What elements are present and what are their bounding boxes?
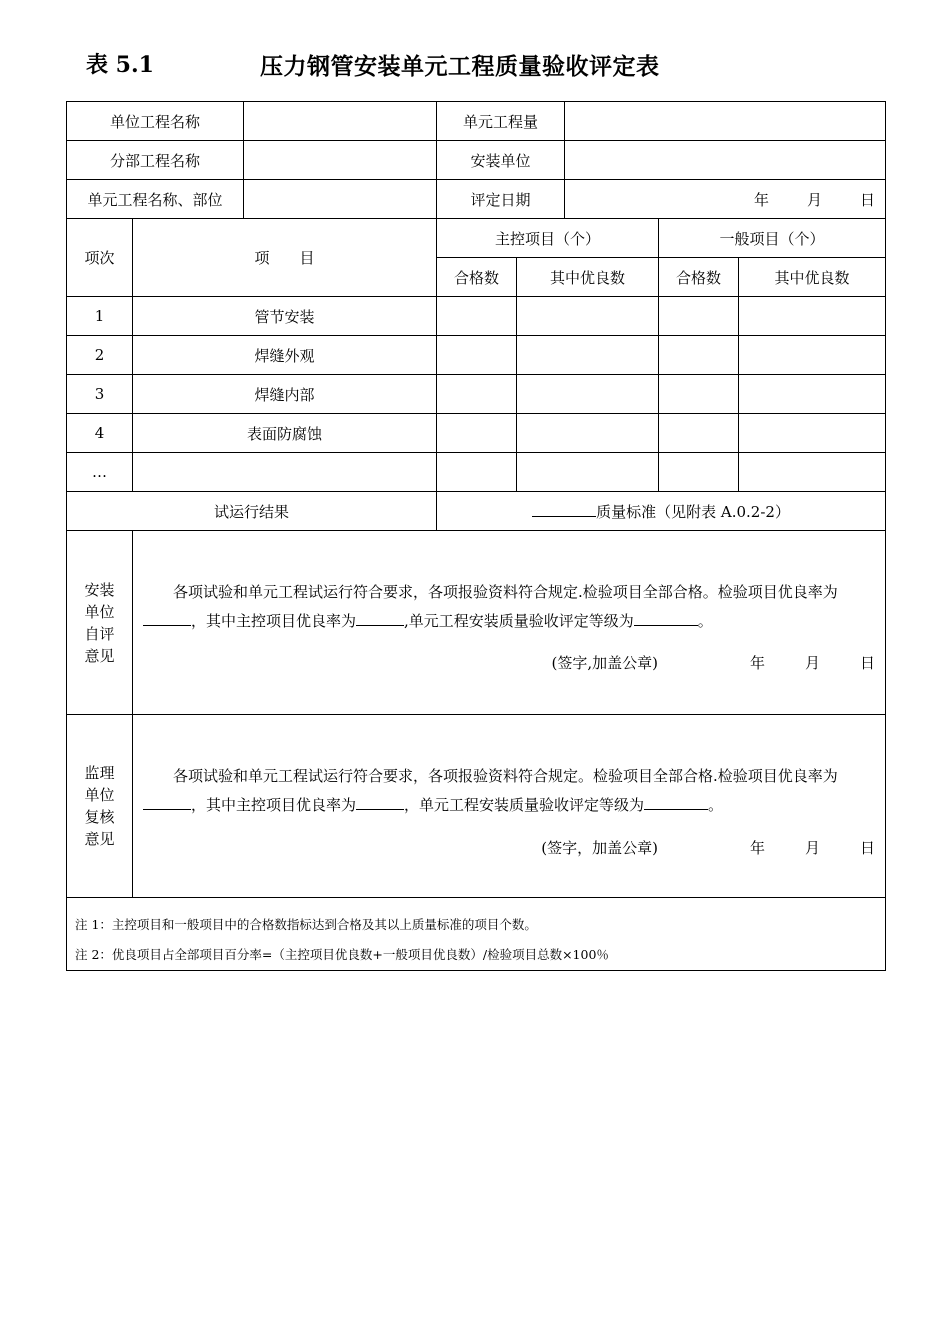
- supervision-text-2: ，其中主控项目优良率为: [191, 796, 357, 814]
- install-signature-line: [552, 649, 876, 678]
- supervision-text-4: 。: [708, 796, 724, 814]
- install-unit-label: 安装单位: [437, 141, 565, 180]
- general-excellent-cell[interactable]: [739, 453, 886, 492]
- evaluation-form: [66, 101, 886, 971]
- supervision-signature-line: [541, 834, 875, 863]
- install-opinion-text: [143, 578, 875, 636]
- date-month: 月: [807, 190, 823, 209]
- main-qualified-header: 合格数: [437, 258, 517, 297]
- unit-quantity-label: 单元工程量: [437, 102, 565, 141]
- row-index: …: [67, 453, 133, 492]
- notes-section: [67, 898, 886, 971]
- supervision-grade-blank[interactable]: [644, 809, 708, 810]
- row-item: 表面防腐蚀: [133, 414, 437, 453]
- unit-name-part-field[interactable]: [244, 180, 437, 219]
- install-sign-label: (签字,加盖公章): [551, 654, 658, 672]
- row-index: 4: [67, 414, 133, 453]
- main-excellent-cell[interactable]: [517, 414, 659, 453]
- trial-run-label: 试运行结果: [67, 492, 437, 531]
- sub-project-name-field[interactable]: [244, 141, 437, 180]
- install-text-2: ，其中主控项目优良率为: [191, 612, 357, 630]
- note-2: 注 2：优良项目占全部项目百分率=（主控项目优良数+一般项目优良数）/检验项目总数×100％: [75, 947, 609, 962]
- install-sign-month: 月: [805, 654, 821, 672]
- general-excellent-cell[interactable]: [739, 336, 886, 375]
- install-sign-day: 日: [860, 654, 876, 672]
- supervision-main-rate-blank[interactable]: [356, 809, 404, 810]
- supervision-opinion-label-text: 监理单位复核意见: [84, 764, 115, 848]
- install-text-4: 。: [697, 612, 713, 630]
- general-excellent-cell[interactable]: [739, 297, 886, 336]
- eval-date-label: 评定日期: [437, 180, 565, 219]
- table-row: [67, 297, 886, 336]
- trial-run-result[interactable]: [437, 492, 886, 531]
- general-excellent-cell[interactable]: [739, 375, 886, 414]
- unit-quantity-field[interactable]: [565, 102, 886, 141]
- general-qualified-cell[interactable]: [659, 453, 739, 492]
- row-item: 管节安装: [133, 297, 437, 336]
- install-excellent-rate-blank[interactable]: [143, 625, 191, 626]
- note-1: 注 1：主控项目和一般项目中的合格数指标达到合格及其以上质量标准的项目个数。: [75, 917, 537, 932]
- general-qualified-cell[interactable]: [659, 336, 739, 375]
- general-excellent-header: 其中优良数: [739, 258, 886, 297]
- supervision-sign-label: (签字，加盖公章): [541, 839, 658, 857]
- row-index: 2: [67, 336, 133, 375]
- install-text-1: 各项试验和单元工程试运行符合要求，各项报验资料符合规定.检验项目全部合格。检验项目优良率为: [173, 583, 838, 601]
- main-excellent-header: 其中优良数: [517, 258, 659, 297]
- date-day: 日: [860, 190, 876, 209]
- general-qualified-header: 合格数: [659, 258, 739, 297]
- row-index: 1: [67, 297, 133, 336]
- general-qualified-cell[interactable]: [659, 414, 739, 453]
- install-sign-year: 年: [750, 654, 766, 672]
- supervision-opinion-text: [143, 762, 875, 820]
- install-opinion-label: [67, 531, 133, 715]
- col-item-header: 项 目: [133, 219, 437, 297]
- row-item: 焊缝内部: [133, 375, 437, 414]
- general-items-header: 一般项目（个）: [659, 219, 886, 258]
- main-qualified-cell[interactable]: [437, 375, 517, 414]
- supervision-opinion-label: [67, 715, 133, 898]
- trial-run-blank[interactable]: [532, 516, 596, 517]
- main-qualified-cell[interactable]: [437, 336, 517, 375]
- unit-project-name-label: 单位工程名称: [67, 102, 244, 141]
- general-excellent-cell[interactable]: [739, 414, 886, 453]
- main-excellent-cell[interactable]: [517, 375, 659, 414]
- main-excellent-cell[interactable]: [517, 297, 659, 336]
- date-year: 年: [754, 190, 770, 209]
- form-title: 压力钢管安装单元工程质量验收评定表: [260, 53, 660, 80]
- supervision-sign-day: 日: [860, 839, 876, 857]
- supervision-sign-year: 年: [750, 839, 766, 857]
- table-row: [67, 414, 886, 453]
- row-item[interactable]: [133, 453, 437, 492]
- main-items-header: 主控项目（个）: [437, 219, 659, 258]
- general-qualified-cell[interactable]: [659, 297, 739, 336]
- main-excellent-cell[interactable]: [517, 336, 659, 375]
- sub-project-name-label: 分部工程名称: [67, 141, 244, 180]
- row-item: 焊缝外观: [133, 336, 437, 375]
- main-qualified-cell[interactable]: [437, 297, 517, 336]
- supervision-sign-month: 月: [805, 839, 821, 857]
- install-opinion-label-text: 安装单位自评意见: [84, 580, 115, 665]
- install-grade-blank[interactable]: [634, 625, 698, 626]
- general-qualified-cell[interactable]: [659, 375, 739, 414]
- install-text-3: ,单元工程安装质量验收评定等级为: [404, 612, 634, 630]
- install-opinion-body: [133, 531, 886, 715]
- table-row: [67, 375, 886, 414]
- table-row: [67, 453, 886, 492]
- table-number: 表 5.1: [86, 52, 154, 78]
- install-unit-field[interactable]: [565, 141, 886, 180]
- main-excellent-cell[interactable]: [517, 453, 659, 492]
- row-index: 3: [67, 375, 133, 414]
- unit-name-part-label: 单元工程名称、部位: [67, 180, 244, 219]
- main-qualified-cell[interactable]: [437, 453, 517, 492]
- table-row: [67, 336, 886, 375]
- trial-run-standard: 质量标准（见附表 A.0.2-2）: [596, 502, 790, 521]
- eval-date-field[interactable]: [565, 180, 886, 219]
- col-index-header: 项次: [67, 219, 133, 297]
- supervision-text-3: ，单元工程安装质量验收评定等级为: [404, 796, 645, 814]
- supervision-text-1: 各项试验和单元工程试运行符合要求，各项报验资料符合规定。检验项目全部合格.检验项目优良率为: [173, 767, 838, 785]
- install-main-rate-blank[interactable]: [356, 625, 404, 626]
- supervision-excellent-rate-blank[interactable]: [143, 809, 191, 810]
- supervision-opinion-body: [133, 715, 886, 898]
- unit-project-name-field[interactable]: [244, 102, 437, 141]
- main-qualified-cell[interactable]: [437, 414, 517, 453]
